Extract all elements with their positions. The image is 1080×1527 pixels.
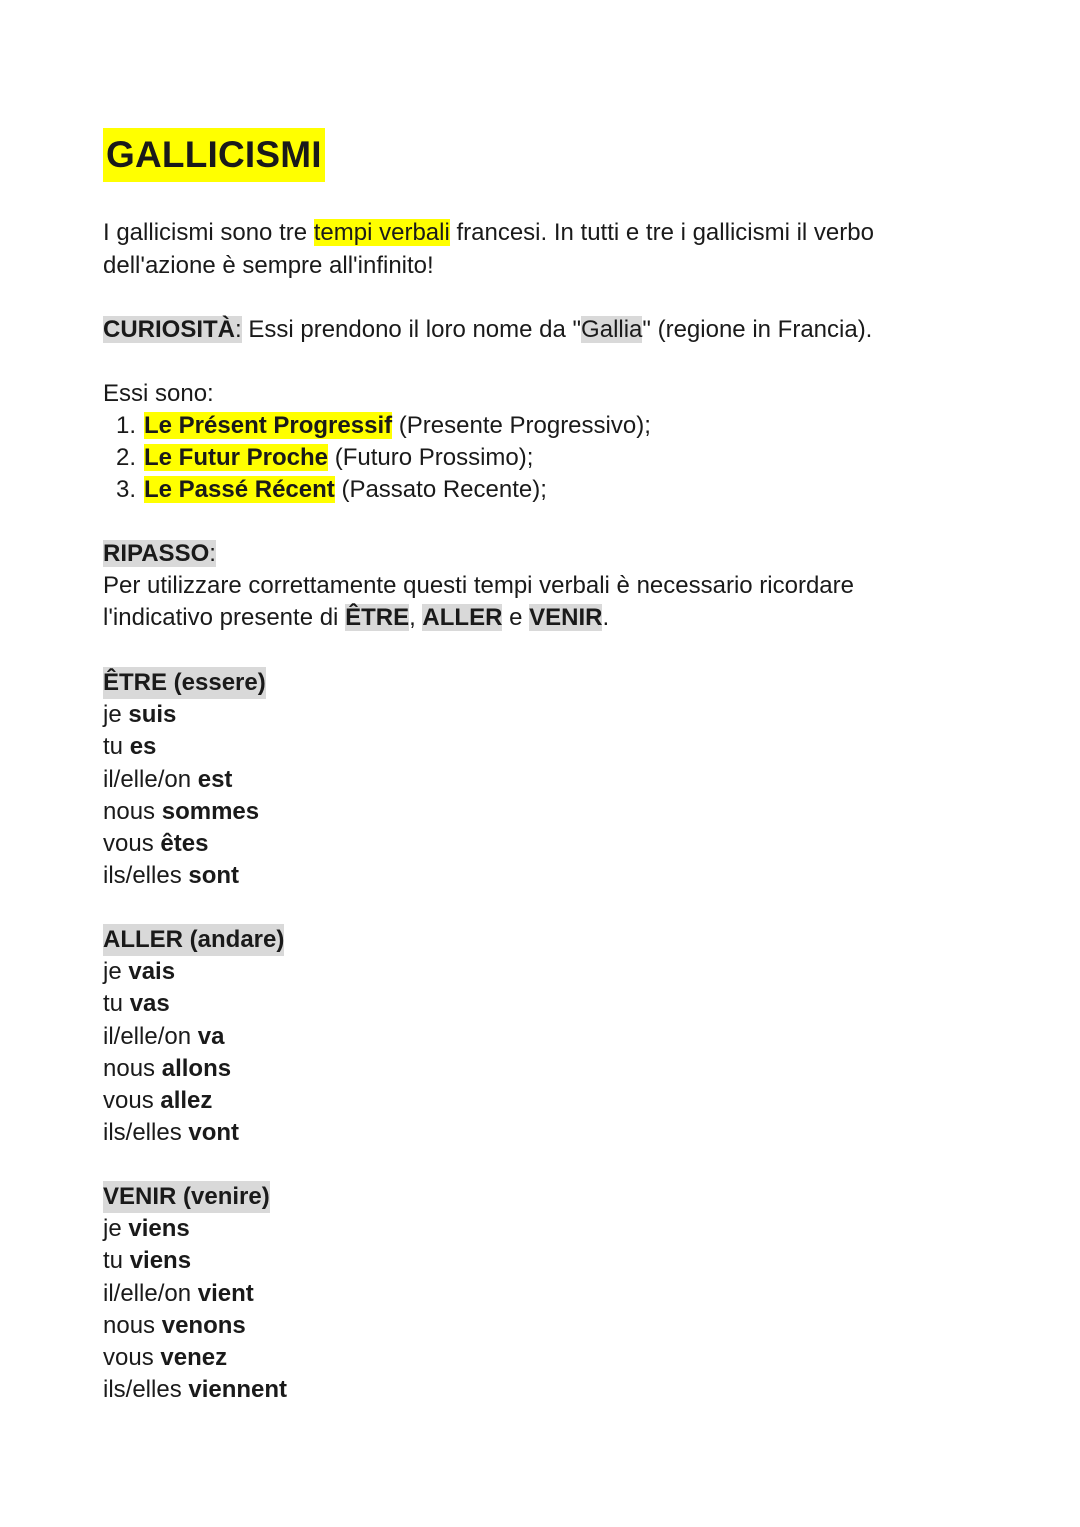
ripasso-colon: : — [209, 540, 216, 567]
pronoun: nous — [103, 797, 162, 825]
conjugation-venir — [103, 1181, 287, 1406]
list-item — [103, 442, 651, 474]
verb-form: venons — [161, 1311, 246, 1339]
verb-form: viens — [129, 1247, 192, 1275]
conjugation-row — [103, 1085, 284, 1117]
list-item-translation: (Presente Progressivo); — [392, 412, 651, 439]
gallicismi-list — [103, 410, 651, 506]
conjugation-aller — [103, 924, 284, 1149]
pronoun: vous — [103, 830, 161, 858]
verb-form: viens — [128, 1215, 190, 1243]
ripasso-line-2 — [103, 602, 609, 634]
intro-line-1 — [103, 217, 874, 249]
curiosita-text-end: " (regione in Francia). — [642, 316, 873, 343]
pronoun: vous — [103, 1087, 161, 1115]
pronoun: tu — [103, 990, 130, 1018]
ripasso-end: . — [602, 604, 610, 631]
verb-form: sommes — [161, 797, 260, 825]
pronoun: tu — [103, 733, 130, 761]
verb-form: vient — [197, 1279, 254, 1307]
ripasso-verb-venir: VENIR — [529, 604, 603, 631]
ripasso-separator: , — [409, 604, 423, 631]
conjugation-row — [103, 1245, 287, 1277]
pronoun: je — [103, 958, 129, 986]
conjugation-row — [103, 1117, 284, 1149]
verb-form: suis — [128, 701, 177, 729]
pronoun: ils/elles — [103, 862, 189, 890]
verb-form: allons — [161, 1054, 232, 1082]
intro-highlight: tempi verbali — [313, 219, 450, 246]
list-item — [103, 474, 651, 506]
conjugation-heading: VENIR (venire) — [103, 1181, 270, 1213]
ripasso-heading — [103, 538, 216, 570]
list-item — [103, 410, 651, 442]
ripasso-separator: e — [502, 604, 530, 631]
ripasso-label: RIPASSO — [103, 540, 210, 567]
ripasso-text: l'indicativo presente di — [103, 604, 346, 631]
verb-form: allez — [160, 1087, 213, 1115]
intro-line-2: dell'azione è sempre all'infinito! — [103, 252, 434, 279]
ripasso-line-1: Per utilizzare correttamente questi tempi verbali è necessario ricordare — [103, 572, 854, 599]
conjugation-heading: ALLER (andare) — [103, 924, 284, 956]
curiosita-colon: : — [235, 316, 242, 343]
conjugation-row — [103, 956, 284, 988]
pronoun: je — [103, 1215, 129, 1243]
verb-form: sont — [188, 862, 240, 890]
pronoun: il/elle/on — [103, 1022, 198, 1050]
conjugation-row — [103, 988, 284, 1020]
conjugation-row — [103, 1278, 287, 1310]
list-number: 1. — [115, 412, 136, 439]
verb-form: venez — [160, 1344, 228, 1372]
ripasso-verb-aller: ALLER — [422, 604, 503, 631]
verb-form: vas — [129, 990, 170, 1018]
ripasso-verb-etre: ÊTRE — [345, 604, 410, 631]
conjugation-row — [103, 828, 266, 860]
conjugation-row — [103, 1021, 284, 1053]
curiosita-paragraph — [103, 314, 872, 346]
pronoun: ils/elles — [103, 1376, 189, 1404]
verb-form: vais — [128, 958, 176, 986]
verb-form: es — [129, 733, 157, 761]
conjugation-row — [103, 1310, 287, 1342]
curiosita-highlight: Gallia — [581, 316, 643, 343]
conjugation-row — [103, 1213, 287, 1245]
conjugation-heading: ÊTRE (essere) — [103, 667, 266, 699]
conjugation-row — [103, 731, 266, 763]
conjugation-row — [103, 1342, 287, 1374]
verb-form: vont — [188, 1119, 240, 1147]
intro-text: I gallicismi sono tre — [103, 219, 314, 246]
curiosita-label: CURIOSITÀ — [103, 316, 235, 343]
verb-form: êtes — [160, 830, 209, 858]
pronoun: vous — [103, 1344, 161, 1372]
conjugation-row — [103, 764, 266, 796]
pronoun: ils/elles — [103, 1119, 189, 1147]
pronoun: il/elle/on — [103, 765, 198, 793]
list-number: 3. — [115, 476, 136, 503]
curiosita-text: Essi prendono il loro nome da " — [241, 316, 582, 343]
conjugation-row — [103, 860, 266, 892]
conjugation-row — [103, 1053, 284, 1085]
conjugation-etre — [103, 667, 266, 892]
list-item-translation: (Passato Recente); — [334, 476, 547, 503]
intro-text-cont: francesi. In tutti e tre i gallicismi il verbo — [449, 219, 874, 246]
verb-form: est — [197, 765, 233, 793]
conjugation-row — [103, 796, 266, 828]
pronoun: tu — [103, 1247, 130, 1275]
list-item-name: Le Futur Proche — [144, 444, 329, 471]
page-title: GALLICISMI — [103, 128, 325, 182]
list-item-name: Le Présent Progressif — [144, 412, 393, 439]
pronoun: nous — [103, 1311, 162, 1339]
list-intro: Essi sono: — [103, 380, 214, 407]
verb-form: viennent — [188, 1376, 288, 1404]
pronoun: je — [103, 701, 129, 729]
pronoun: nous — [103, 1054, 162, 1082]
list-item-name: Le Passé Récent — [144, 476, 335, 503]
verb-form: va — [197, 1022, 225, 1050]
conjugation-row — [103, 1374, 287, 1406]
list-item-translation: (Futuro Prossimo); — [328, 444, 534, 471]
pronoun: il/elle/on — [103, 1279, 198, 1307]
list-number: 2. — [115, 444, 136, 471]
conjugation-row — [103, 699, 266, 731]
